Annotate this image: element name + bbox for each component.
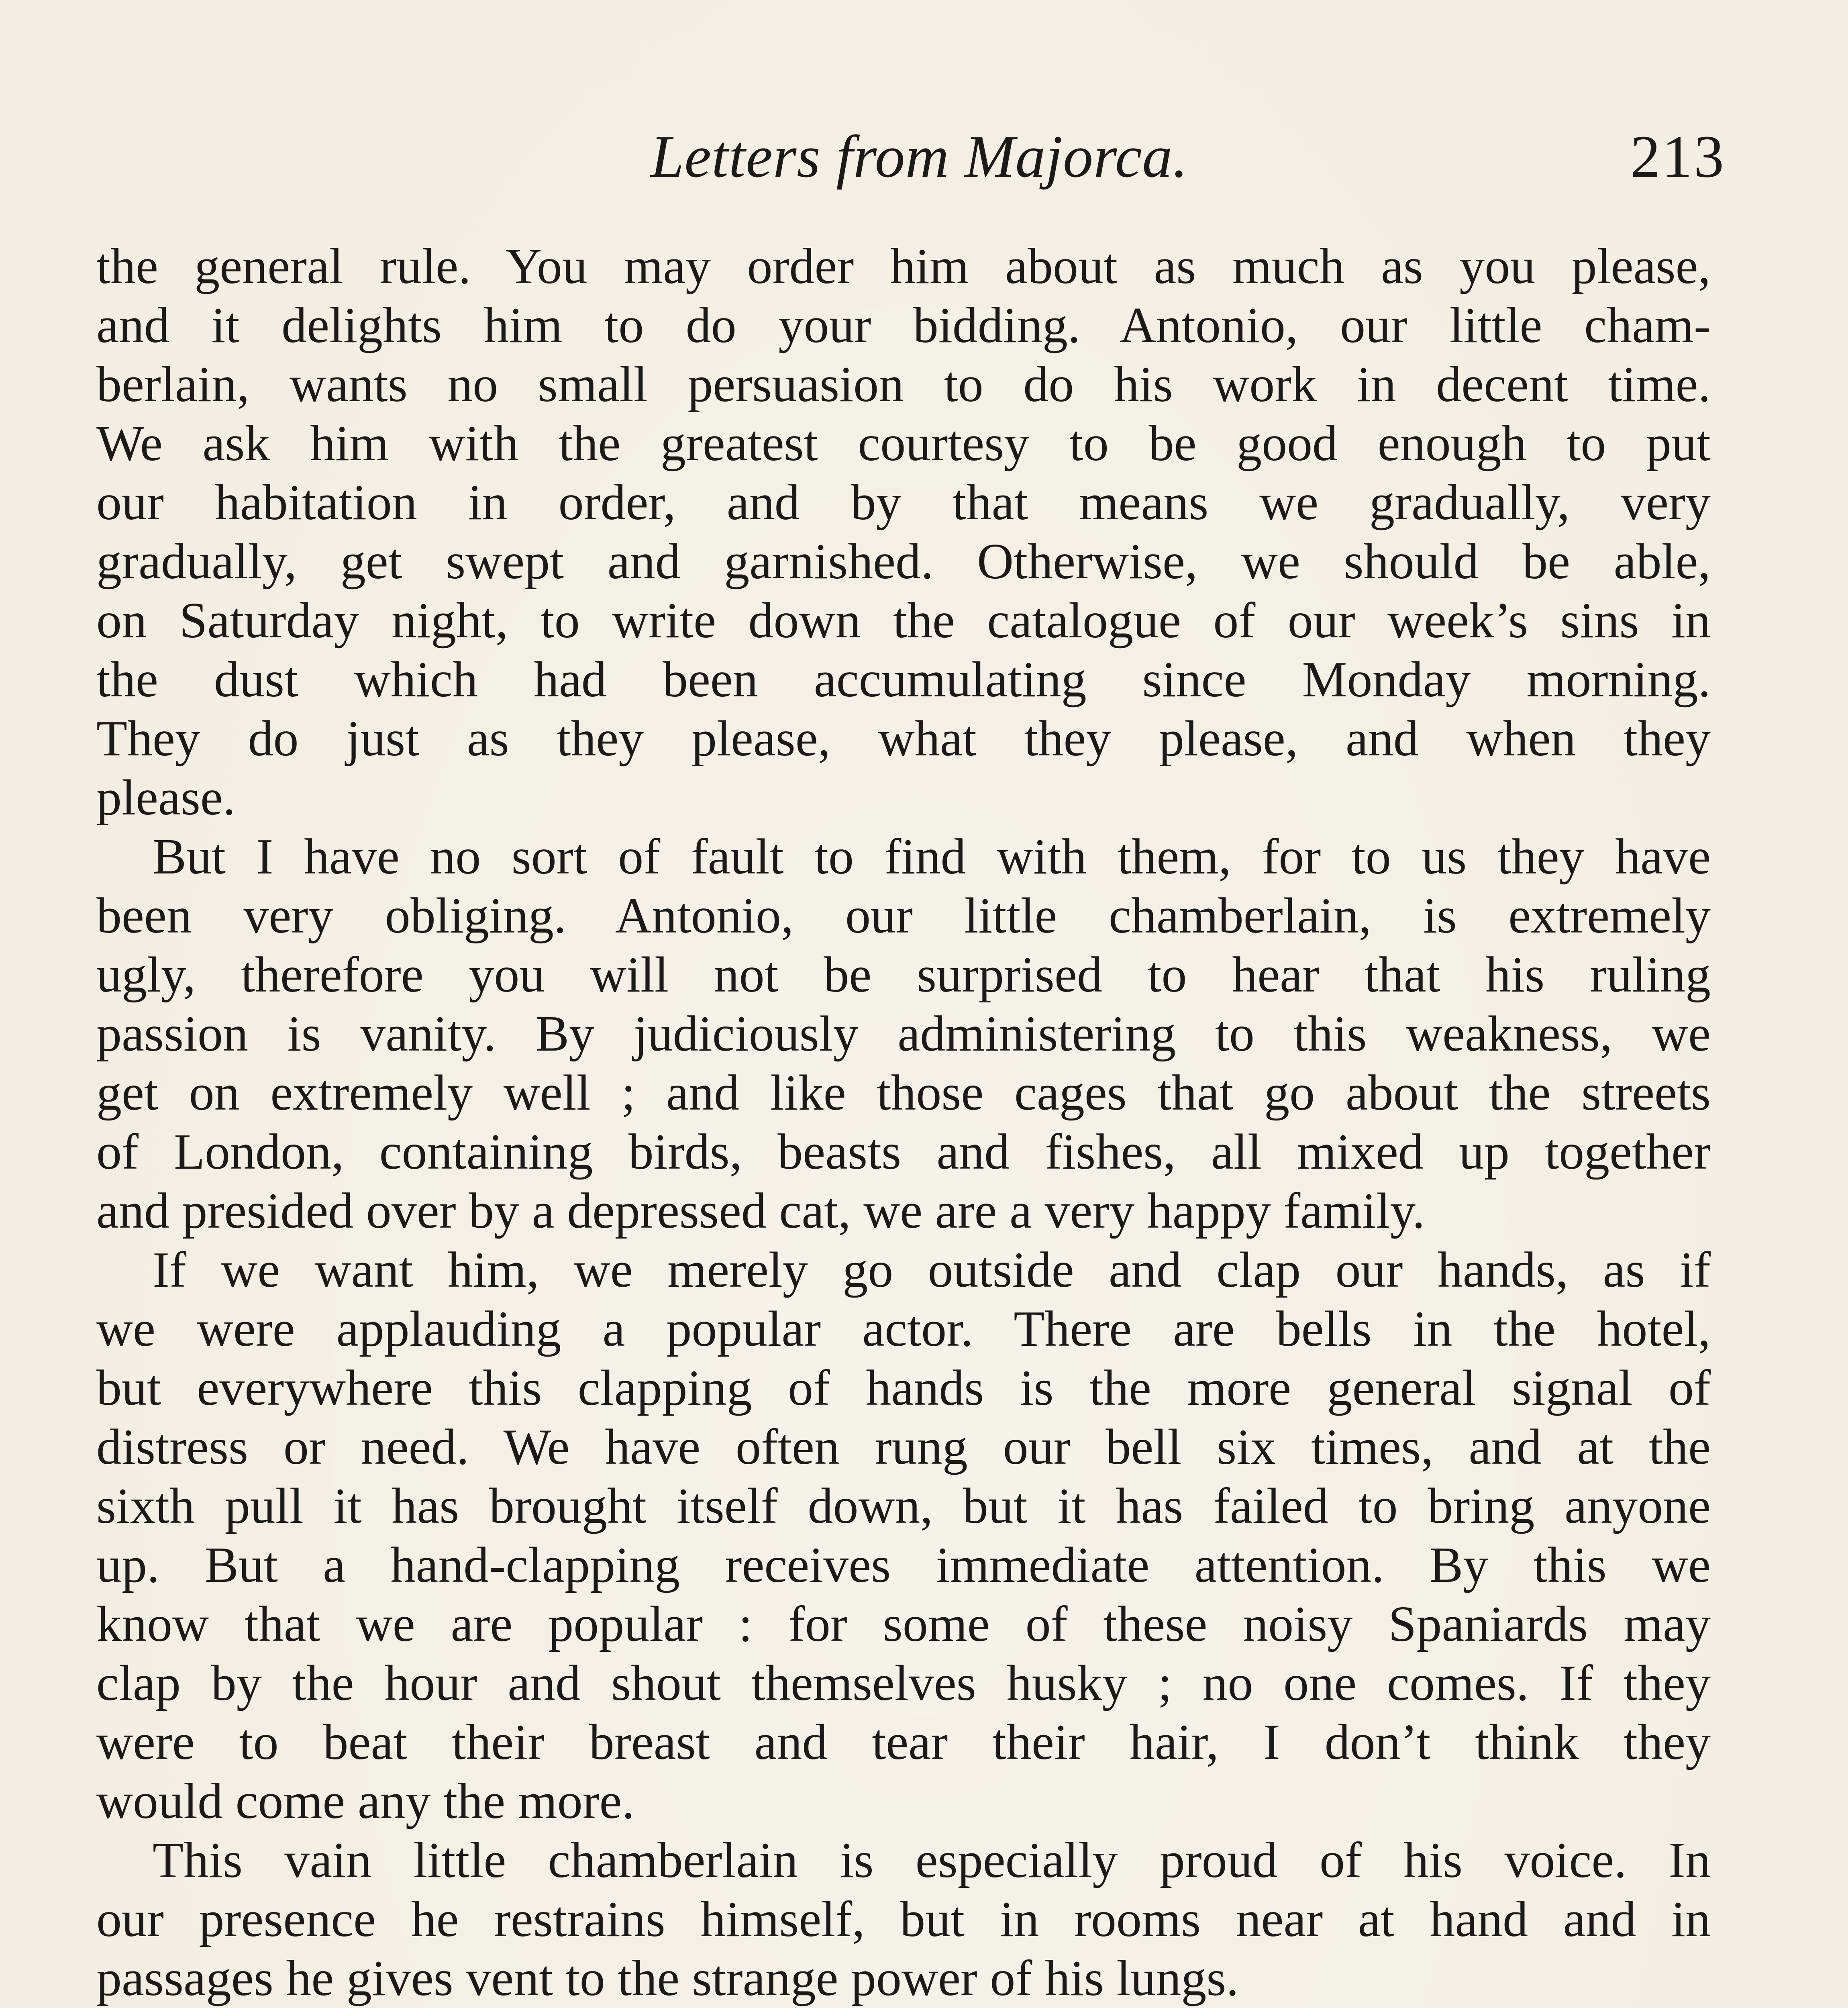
text-line: please. (96, 770, 236, 826)
text-line: the general rule. You may order him about as much as you please, (96, 239, 1711, 294)
text-line: the dust which had been accumulating since Monday morning. (96, 652, 1711, 708)
text-line: If we want him, we merely go outside and clap our hands, as if (153, 1242, 1711, 1298)
text-line: would come any the more. (96, 1773, 635, 1829)
text-line: They do just as they please, what they please, and when they (96, 711, 1711, 767)
text-line: passion is vanity. By judiciously administering to this weakness, we (96, 1006, 1711, 1062)
text-line: up. But a hand-clapping receives immediate attention. By this we (96, 1537, 1711, 1593)
text-line: ugly, therefore you will not be surprised to hear that his ruling (96, 947, 1711, 1003)
text-line: gradually, get swept and garnished. Otherwise, we should be able, (96, 534, 1711, 590)
text-line: we were applauding a popular actor. There are bells in the hotel, (96, 1301, 1711, 1357)
text-line: This vain little chamberlain is especially proud of his voice. In (153, 1833, 1711, 1888)
text-line: our presence he restrains himself, but in rooms near at hand and in (96, 1892, 1711, 1947)
text-line: of London, containing birds, beasts and fishes, all mixed up together (96, 1124, 1711, 1180)
text-line: clap by the hour and shout themselves husky ; no one comes. If they (96, 1655, 1711, 1711)
text-line: our habitation in order, and by that means we gradually, very (96, 475, 1711, 531)
text-line: been very obliging. Antonio, our little chamberlain, is extremely (96, 888, 1711, 944)
text-line: We ask him with the greatest courtesy to be good enough to put (96, 416, 1711, 471)
text-line: on Saturday night, to write down the catalogue of our week’s sins in (96, 593, 1711, 649)
page-number: 213 (1630, 123, 1726, 190)
running-title: Letters from Majorca. (651, 123, 1188, 190)
body-text (96, 237, 1711, 2008)
text-line: know that we are popular : for some of these noisy Spaniards may (96, 1596, 1711, 1652)
running-head (0, 116, 1848, 197)
text-line: berlain, wants no small persuasion to do his work in decent time. (96, 357, 1711, 412)
text-line: were to beat their breast and tear their hair, I don’t think they (96, 1714, 1711, 1770)
text-line: sixth pull it has brought itself down, but it has failed to bring anyone (96, 1478, 1711, 1534)
text-line: and presided over by a depressed cat, we are a very happy family. (96, 1183, 1425, 1239)
text-line: get on extremely well ; and like those cages that go about the streets (96, 1065, 1711, 1121)
text-line: but everywhere this clapping of hands is the more general signal of (96, 1360, 1711, 1416)
text-line: distress or need. We have often rung our bell six times, and at the (96, 1419, 1711, 1475)
text-line: and it delights him to do your bidding. Antonio, our little cham- (96, 298, 1711, 353)
text-line: But I have no sort of fault to find with them, for to us they have (153, 829, 1711, 885)
text-line: passages he gives vent to the strange power of his lungs. (96, 1951, 1239, 2006)
